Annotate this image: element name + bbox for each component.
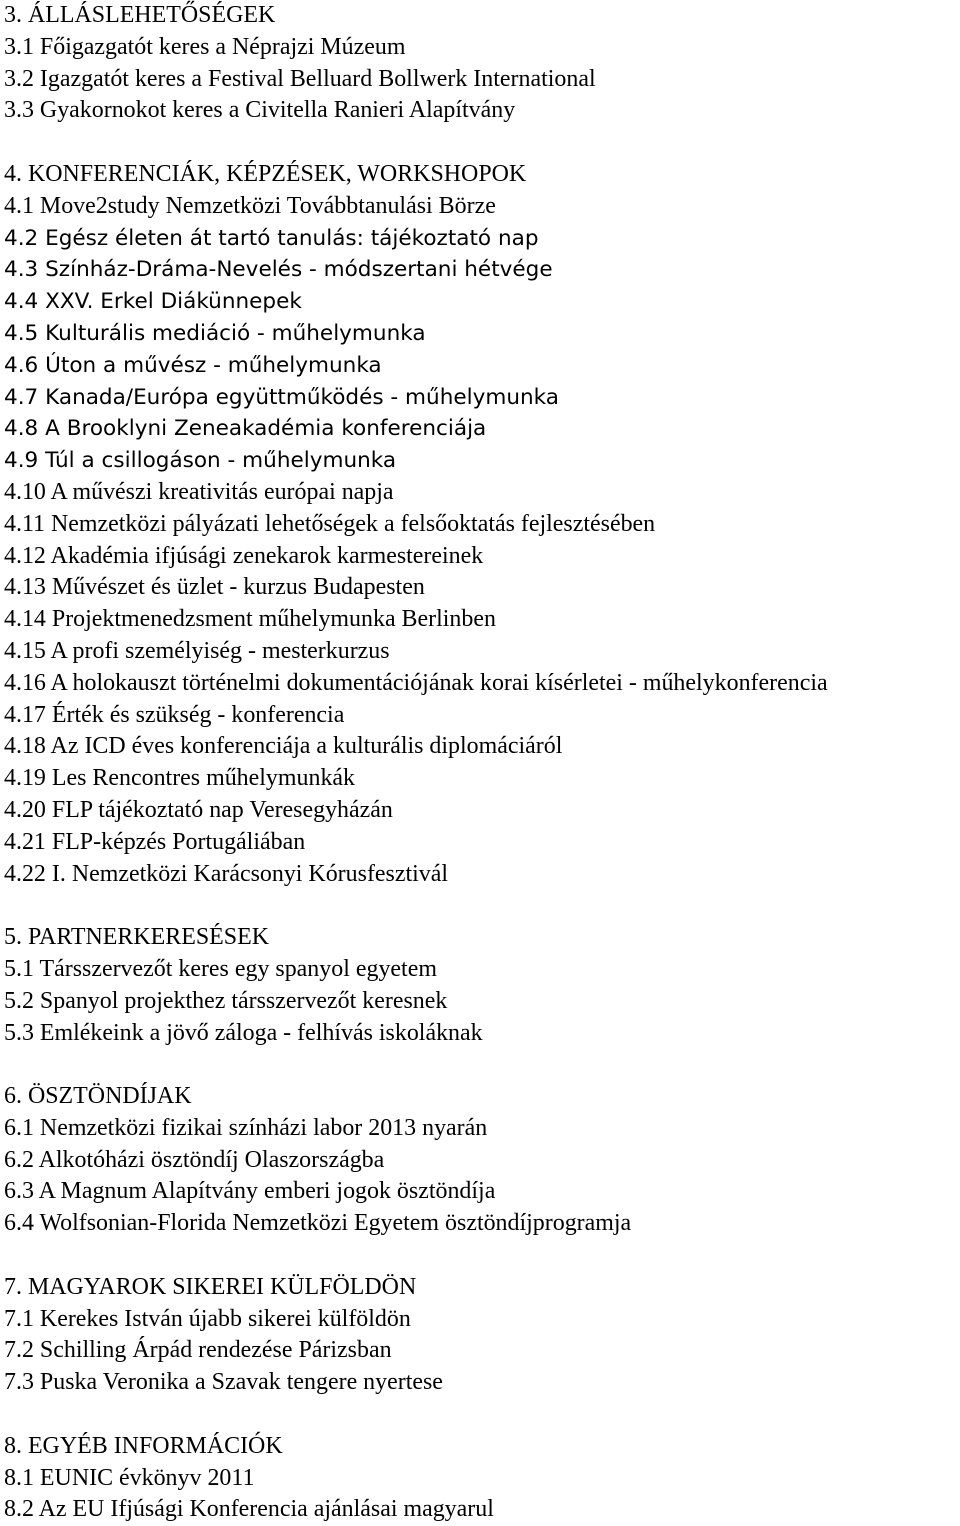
section-osztondijak — [4, 1081, 960, 1240]
list-item: 4.19 Les Rencontres műhelymunkák — [4, 765, 356, 792]
section-allaslehetosegek — [4, 0, 960, 127]
list-item: 5.3 Emlékeink a jövő záloga - felhívás iskoláknak — [4, 1019, 483, 1046]
list-item: 6.3 A Magnum Alapítvány emberi jogok ösztöndíja — [4, 1178, 496, 1205]
section-magyarok-sikerei — [4, 1272, 960, 1399]
list-item: 4.16 A holokauszt történelmi dokumentációjának korai kísérletei - műhelykonferencia — [4, 669, 828, 696]
list-item: 4.6 Úton a művész - műhelymunka — [4, 352, 382, 378]
list-item: 4.7 Kanada/Európa együttműködés - műhelymunka — [4, 384, 559, 410]
list-item: 4.11 Nemzetközi pályázati lehetőségek a felsőoktatás fejlesztésében — [4, 510, 656, 537]
list-item: 8.1 EUNIC évkönyv 2011 — [4, 1464, 255, 1491]
section-partnerkeresesek — [4, 922, 960, 1049]
list-item: 4.12 Akadémia ifjúsági zenekarok karmestereinek — [4, 542, 484, 569]
list-item: 3.2 Igazgatót keres a Festival Belluard Bollwerk International — [4, 65, 596, 92]
list-item: 5.2 Spanyol projekthez társszervezőt keresnek — [4, 987, 448, 1014]
list-item: 8.2 Az EU Ifjúsági Konferencia ajánlásai magyarul — [4, 1496, 494, 1523]
list-item: 3.3 Gyakornokot keres a Civitella Ranieri Alapítvány — [4, 97, 516, 124]
list-item: 7.3 Puska Veronika a Szavak tengere nyertese — [4, 1369, 443, 1396]
section-heading: 7. MAGYAROK SIKEREI KÜLFÖLDÖN — [4, 1273, 417, 1300]
section-egyeb-informaciok — [4, 1431, 960, 1526]
list-item: 4.8 A Brooklyni Zeneakadémia konferenciája — [4, 416, 487, 442]
list-item: 4.10 A művészi kreativitás európai napja — [4, 478, 394, 505]
list-item: 6.2 Alkotóházi ösztöndíj Olaszországba — [4, 1146, 385, 1173]
list-item: 7.2 Schilling Árpád rendezése Párizsban — [4, 1337, 392, 1364]
list-item: 4.14 Projektmenedzsment műhelymunka Berlinben — [4, 606, 496, 633]
list-item: 4.2 Egész életen át tartó tanulás: tájékoztató nap — [4, 225, 539, 251]
list-item: 4.17 Érték és szükség - konferencia — [4, 701, 345, 728]
list-item: 4.5 Kulturális mediáció - műhelymunka — [4, 320, 426, 346]
section-heading: 4. KONFERENCIÁK, KÉPZÉSEK, WORKSHOPOK — [4, 160, 527, 187]
section-heading: 8. EGYÉB INFORMÁCIÓK — [4, 1432, 283, 1459]
list-item: 4.1 Move2study Nemzetközi Továbbtanulási Börze — [4, 192, 496, 219]
list-item: 4.18 Az ICD éves konferenciája a kulturális diplomáciáról — [4, 733, 563, 760]
section-heading: 3. ÁLLÁSLEHETŐSÉGEK — [4, 2, 276, 28]
list-item: 5.1 Társszervezőt keres egy spanyol egyetem — [4, 955, 437, 982]
section-konferenciak — [4, 159, 960, 890]
list-item: 4.13 Művészet és üzlet - kurzus Budapesten — [4, 574, 425, 601]
document-body — [4, 0, 960, 1526]
section-heading: 6. ÖSZTÖNDÍJAK — [4, 1083, 192, 1110]
list-item: 4.15 A profi személyiség - mesterkurzus — [4, 637, 390, 664]
list-item: 4.3 Színház-Dráma-Nevelés - módszertani hétvége — [4, 257, 553, 283]
list-item: 6.4 Wolfsonian-Florida Nemzetközi Egyetem ösztöndíjprogramja — [4, 1210, 632, 1237]
list-item: 4.21 FLP-képzés Portugáliában — [4, 828, 306, 855]
list-item: 4.4 XXV. Erkel Diákünnepek — [4, 289, 302, 315]
list-item: 6.1 Nemzetközi fizikai színházi labor 2013 nyarán — [4, 1114, 488, 1141]
list-item: 4.20 FLP tájékoztató nap Veresegyházán — [4, 796, 393, 823]
list-item: 4.9 Túl a csillogáson - műhelymunka — [4, 448, 397, 474]
list-item: 7.1 Kerekes István újabb sikerei külföldön — [4, 1305, 411, 1332]
list-item: 3.1 Főigazgatót keres a Néprajzi Múzeum — [4, 33, 406, 60]
section-heading: 5. PARTNERKERESÉSEK — [4, 924, 270, 951]
list-item: 4.22 I. Nemzetközi Karácsonyi Kórusfesztivál — [4, 860, 449, 887]
